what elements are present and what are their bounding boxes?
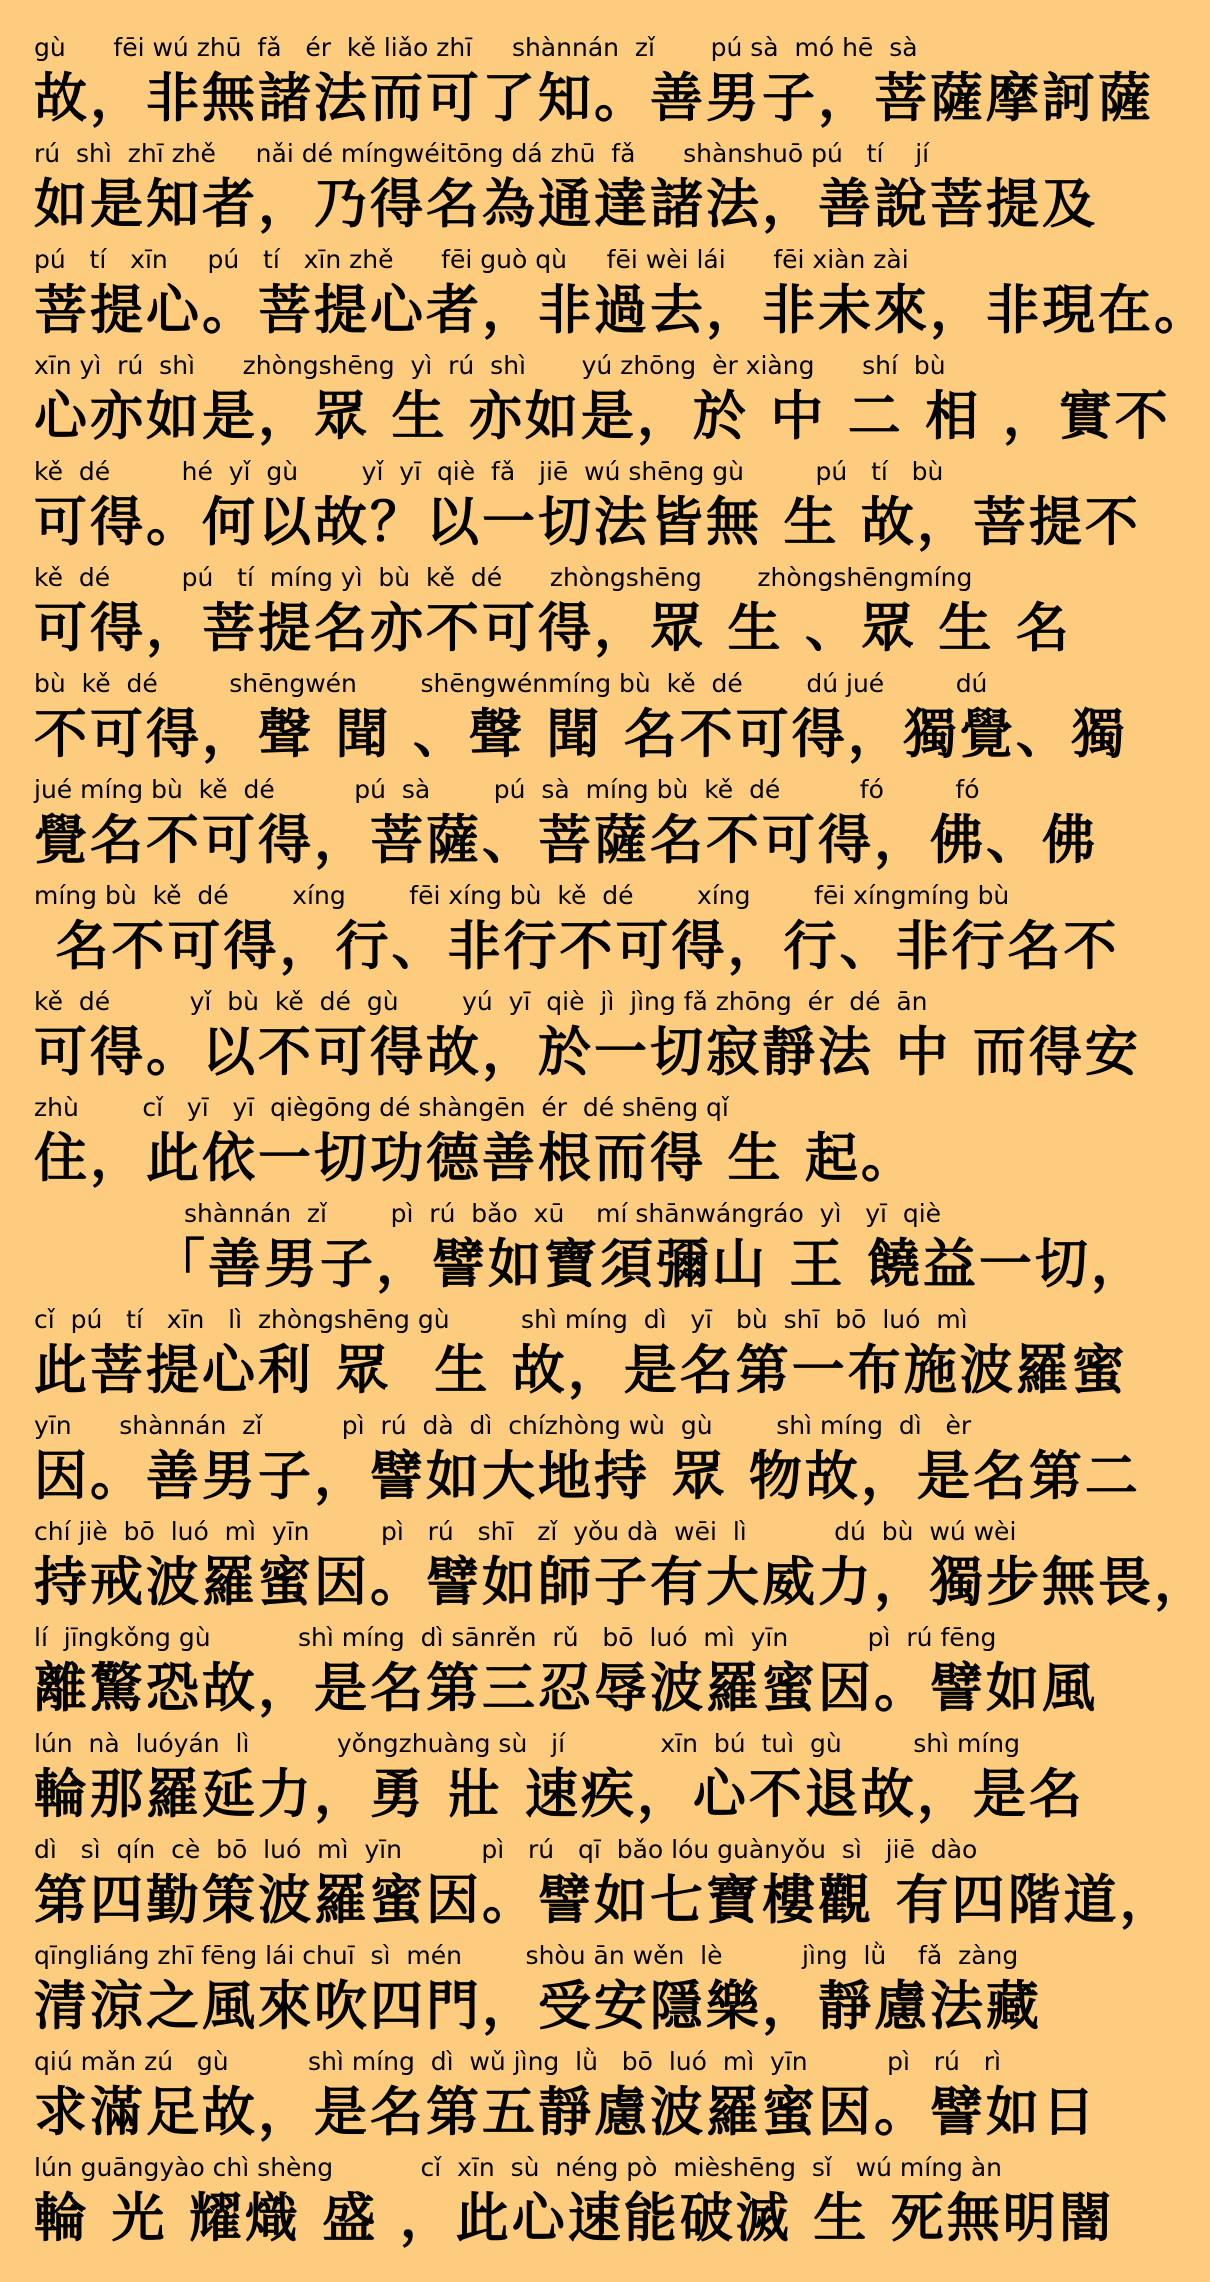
chinese-text: 菩提心。菩提心者，非過去，非未來，非現在。 [34,280,1210,341]
chinese-text: 輪 光 耀熾 盛 ，此心速能破滅 生 死無明闇 [34,2188,1115,2249]
text-line [34,348,1171,454]
pinyin-annotation: yīn shànnán zǐ pì rú dà dì chízhòng wù gù shì míng dì èr [34,1411,972,1440]
text-line [34,1832,1176,1938]
chinese-text: 「善男子，譬如寶須彌山 王 饒益一切， [152,1234,1147,1295]
text-line [34,242,1210,348]
text-line [34,30,1154,136]
pinyin-annotation: jué míng bù kě dé pú sà pú sà míng bù kě dé fó fó [34,775,980,804]
pinyin-annotation: lún nà luóyán lì yǒngzhuàng sù jí xīn bú tuì gù shì míng [34,1729,1020,1758]
chinese-text: 可得。何以故？以一切法皆無 生 故，菩提不 [34,492,1141,553]
chinese-text: 覺名不可得，菩薩、菩薩名不可得，佛、佛 [34,810,1098,871]
chinese-text: 因。善男子，譬如大地持 眾 物故，是名第二 [34,1446,1141,1507]
chinese-text: 清涼之風來吹四門，受安隱樂，靜慮法藏 [34,1976,1042,2037]
pinyin-annotation: qīngliáng zhī fēng lái chuī sì mén shòu ān wěn lè jìng lǜ fǎ zàng [34,1941,1019,1970]
text-line [34,772,1098,878]
chinese-text: 住，此依一切功德善根而得 生 起。 [34,1128,917,1189]
text-line [34,1408,1141,1514]
pinyin-annotation: pú tí xīn pú tí xīn zhě fēi guò qù fēi wèi lái fēi xiàn zài [34,245,909,274]
text-line [34,1620,1098,1726]
pinyin-annotation: kě dé hé yǐ gù yǐ yī qiè fǎ jiē wú shēng gù pú tí bù [34,457,944,486]
text-line [34,2044,1098,2150]
chinese-text: 可得，菩提名亦不可得，眾 生 、眾 生 名 [34,598,1072,659]
text-line [34,560,1072,666]
text-line [34,454,1141,560]
chinese-text: 可得。以不可得故，於一切寂靜法 中 而得安 [34,1022,1141,1083]
pinyin-annotation: míng bù kě dé xíng fēi xíng bù kě dé xíng fēi xíngmíng bù [34,881,1010,910]
text-line [34,984,1141,1090]
pinyin-annotation: zhù cǐ yī yī qiègōng dé shàngēn ér dé shēng qǐ [34,1093,729,1122]
chinese-text: 此菩提心利 眾 生 故，是名第一布施波羅蜜 [34,1340,1128,1401]
text-line [34,136,1098,242]
text-line [34,1514,1210,1620]
pinyin-annotation: kě dé pú tí míng yì bù kě dé zhòngshēng zhòngshēngmíng [34,563,973,592]
pinyin-annotation: kě dé yǐ bù kě dé gù yú yī qiè jì jìng fǎ zhōng ér dé ān [34,987,928,1016]
text-line [34,666,1128,772]
chinese-text: 心亦如是，眾 生 亦如是，於 中 二 相 ，實不 [34,386,1171,447]
pinyin-annotation: lún guāngyào chì shèng cǐ xīn sù néng pò mièshēng sǐ wú míng àn [34,2153,1003,2182]
text-line [34,1090,1046,1196]
text-line [34,1938,1046,2044]
chinese-text: 不可得，聲 聞 、聲 聞 名不可得，獨覺、獨 [34,704,1128,765]
chinese-text: 如是知者，乃得名為通達諸法，善說菩提及 [34,174,1098,235]
pinyin-annotation: lí jīngkǒng gù shì míng dì sānrěn rǔ bō luó mì yīn pì rú fēng [34,1623,997,1652]
text-body [34,30,1210,2256]
chinese-text: 第四勤策波羅蜜因。譬如七寶樓觀 有四階道， [34,1870,1176,1931]
chinese-text: 故，非無諸法而可了知。善男子，菩薩摩訶薩 [34,68,1154,129]
text-line [34,1196,1147,1302]
pinyin-annotation: xīn yì rú shì zhòngshēng yì rú shì yú zhōng èr xiàng shí bù [34,351,946,380]
text-line [34,1302,1128,1408]
pinyin-annotation: bù kě dé shēngwén shēngwénmíng bù kě dé dú jué dú [34,669,988,698]
chinese-text: 求滿足故，是名第五靜慮波羅蜜因。譬如日 [34,2082,1098,2143]
chinese-text: 持戒波羅蜜因。譬如師子有大威力，獨步無畏， [34,1552,1210,1613]
pinyin-annotation: rú shì zhī zhě nǎi dé míngwéitōng dá zhū fǎ shànshuō pú tí jí [34,139,930,168]
pinyin-annotation: cǐ pú tí xīn lì zhòngshēng gù shì míng dì yī bù shī bō luó mì [34,1305,968,1334]
pinyin-annotation: shànnán zǐ pì rú bǎo xū mí shānwángráo yì yī qiè [184,1199,942,1228]
text-line [34,878,1120,984]
chinese-text: 離驚恐故，是名第三忍辱波羅蜜因。譬如風 [34,1658,1098,1719]
chinese-text: 名不可得，行、非行不可得，行、非行名不 [34,916,1120,977]
text-line [34,1726,1085,1832]
chinese-text: 輪那羅延力，勇 壯 速疾，心不退故，是名 [34,1764,1085,1825]
pinyin-annotation: gù fēi wú zhū fǎ ér kě liǎo zhī shànnán zǐ pú sà mó hē sà [34,33,918,62]
pinyin-annotation: dì sì qín cè bō luó mì yīn pì rú qī bǎo lóu guànyǒu sì jiē dào [34,1835,978,1864]
text-line [34,2150,1115,2256]
pinyin-annotation: qiú mǎn zú gù shì míng dì wǔ jìng lǜ bō luó mì yīn pì rú rì [34,2047,1001,2076]
pinyin-annotation: chí jiè bō luó mì yīn pì rú shī zǐ yǒu dà wēi lì dú bù wú wèi [34,1517,1017,1546]
